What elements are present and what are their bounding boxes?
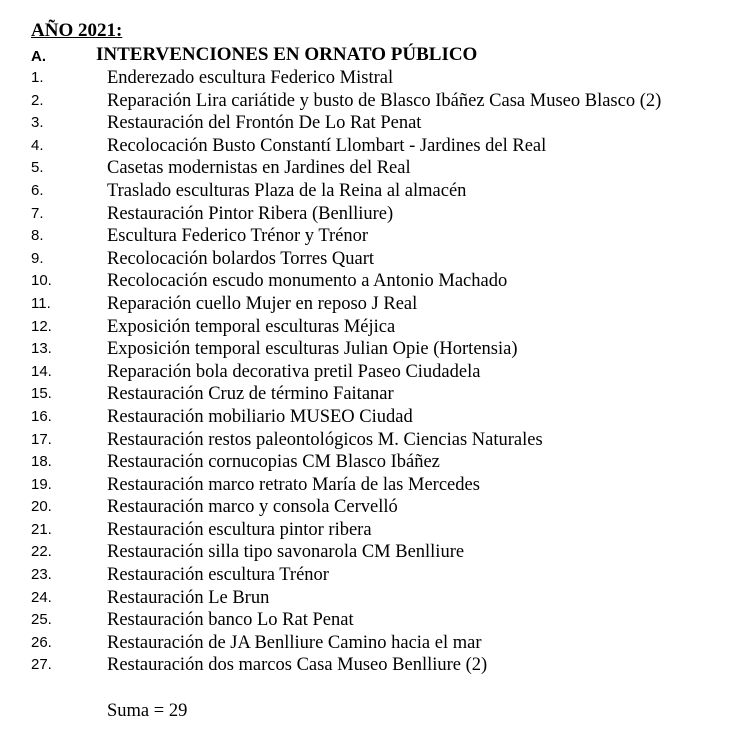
item-number: 11. <box>31 294 51 312</box>
total-sum: Suma = 29 <box>107 701 188 721</box>
item-text: Traslado esculturas Plaza de la Reina al almacén <box>107 180 467 201</box>
item-text: Restauración Le Brun <box>107 587 270 608</box>
list-item <box>0 225 733 248</box>
list-item <box>0 338 733 361</box>
item-text: Exposición temporal esculturas Julian Opie (Hortensia) <box>107 339 518 360</box>
list-item <box>0 293 733 316</box>
list-item <box>0 429 733 452</box>
item-number: 13. <box>31 340 52 358</box>
item-number: 7. <box>31 204 44 222</box>
list-item <box>0 451 733 474</box>
item-number: 27. <box>31 656 52 674</box>
item-number: 9. <box>31 249 44 267</box>
list-item <box>0 564 733 587</box>
list-item <box>0 474 733 497</box>
item-text: Casetas modernistas en Jardines del Real <box>107 158 411 179</box>
item-text: Recolocación bolardos Torres Quart <box>107 248 375 269</box>
list-item <box>0 496 733 519</box>
list-item <box>0 654 733 677</box>
item-text: Restauración mobiliario MUSEO Ciudad <box>107 406 413 427</box>
list-item <box>0 406 733 429</box>
item-text: Restauración escultura pintor ribera <box>107 519 372 540</box>
item-number: 10. <box>31 272 52 290</box>
item-text: Reparación Lira cariátide y busto de Blasco Ibáñez Casa Museo Blasco (2) <box>107 90 662 111</box>
item-number: 8. <box>31 227 44 245</box>
item-text: Restauración Cruz de término Faitanar <box>107 384 394 405</box>
item-number: 15. <box>31 385 52 403</box>
item-number: 25. <box>31 611 52 629</box>
item-text: Reparación cuello Mujer en reposo J Real <box>107 293 418 314</box>
item-text: Restauración de JA Benlliure Camino hacia el mar <box>107 632 482 653</box>
item-text: Restauración del Frontón De Lo Rat Penat <box>107 113 422 134</box>
item-number: 6. <box>31 181 44 199</box>
item-number: 24. <box>31 588 52 606</box>
item-number: 16. <box>31 407 52 425</box>
interventions-list <box>0 67 733 677</box>
item-number: 23. <box>31 566 52 584</box>
item-text: Restauración marco retrato María de las Mercedes <box>107 474 480 495</box>
item-text: Restauración marco y consola Cervelló <box>107 497 398 518</box>
list-item <box>0 587 733 610</box>
item-number: 20. <box>31 498 52 516</box>
item-number: 5. <box>31 159 44 177</box>
section-title: INTERVENCIONES EN ORNATO PÚBLICO <box>96 44 478 65</box>
item-number: 1. <box>31 69 44 86</box>
item-number: 17. <box>31 430 52 448</box>
list-item <box>0 157 733 180</box>
list-item <box>0 316 733 339</box>
list-item <box>0 270 733 293</box>
item-text: Restauración cornucopias CM Blasco Ibáñez <box>107 452 440 473</box>
list-item <box>0 361 733 384</box>
item-number: 26. <box>31 633 52 651</box>
item-text: Enderezado escultura Federico Mistral <box>107 68 394 88</box>
item-text: Restauración escultura Trénor <box>107 565 329 586</box>
item-number: 18. <box>31 453 52 471</box>
list-item <box>0 609 733 632</box>
list-item <box>0 180 733 203</box>
list-item <box>0 632 733 655</box>
item-text: Reparación bola decorativa pretil Paseo Ciudadela <box>107 361 481 382</box>
item-number: 21. <box>31 520 52 538</box>
item-text: Restauración restos paleontológicos M. Ciencias Naturales <box>107 429 543 450</box>
list-item <box>0 248 733 271</box>
item-text: Restauración banco Lo Rat Penat <box>107 610 354 631</box>
list-item <box>0 135 733 158</box>
item-text: Recolocación Busto Constantí Llombart - Jardines del Real <box>107 135 547 156</box>
list-item <box>0 90 733 113</box>
item-number: 12. <box>31 317 52 335</box>
list-item <box>0 112 733 135</box>
year-heading: AÑO 2021: <box>31 20 123 41</box>
item-number: 2. <box>31 91 44 109</box>
section-header <box>0 43 733 67</box>
item-number: 3. <box>31 114 44 132</box>
item-number: 4. <box>31 136 44 154</box>
item-text: Restauración dos marcos Casa Museo Benlliure (2) <box>107 655 488 676</box>
list-item <box>0 203 733 226</box>
list-item <box>0 67 733 90</box>
item-text: Exposición temporal esculturas Méjica <box>107 316 396 337</box>
list-item <box>0 541 733 564</box>
item-number: 14. <box>31 362 52 380</box>
item-text: Recolocación escudo monumento a Antonio Machado <box>107 271 508 292</box>
section-letter: A. <box>31 48 46 65</box>
item-text: Restauración silla tipo savonarola CM Benlliure <box>107 542 465 563</box>
item-text: Restauración Pintor Ribera (Benlliure) <box>107 203 394 224</box>
item-text: Escultura Federico Trénor y Trénor <box>107 226 369 247</box>
list-item <box>0 383 733 406</box>
item-number: 19. <box>31 475 52 493</box>
item-number: 22. <box>31 543 52 561</box>
list-item <box>0 519 733 542</box>
